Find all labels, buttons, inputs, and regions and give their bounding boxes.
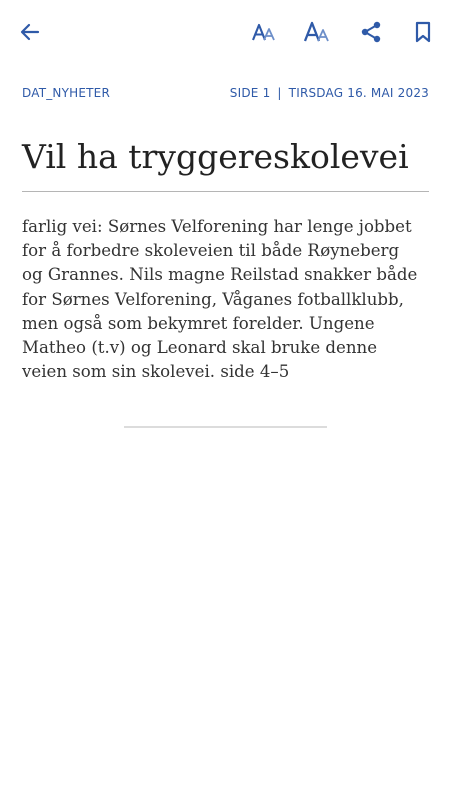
- body-line: veien som sin skolevei. side 4–5: [22, 362, 290, 382]
- meta-separator: |: [277, 86, 282, 100]
- share-icon: [359, 20, 383, 44]
- arrow-left-icon: [19, 21, 41, 43]
- top-toolbar: [0, 0, 450, 62]
- body-line: for Sørnes Velforening, Våganes fotballklubb,: [22, 289, 404, 309]
- body-line: og Grannes. Nils magne Reilstad snakker både: [22, 265, 418, 285]
- page-number: SIDE 1: [229, 86, 271, 100]
- article-title: Vil ha tryggereskolevei: [22, 137, 409, 176]
- body-line: Matheo (t.v) og Leonard skal bruke denne: [22, 338, 378, 358]
- share-button[interactable]: [353, 14, 389, 50]
- bookmark-icon: [413, 20, 433, 44]
- body-line: farlig vei: Sørnes Velforening har lenge jobbet: [22, 217, 412, 236]
- page-date-info: [230, 86, 429, 100]
- increase-text-size-button[interactable]: [300, 14, 336, 50]
- text-size-small-icon: [251, 21, 279, 43]
- article-meta: [22, 86, 429, 102]
- title-divider: [22, 191, 429, 192]
- decrease-text-size-button[interactable]: [247, 14, 283, 50]
- body-line: men også som bekymret forelder. Ungene: [22, 313, 375, 333]
- text-size-large-icon: [304, 21, 332, 43]
- publication-date: TIRSDAG 16. MAI 2023: [288, 86, 429, 100]
- back-button[interactable]: [12, 14, 48, 50]
- bookmark-button[interactable]: [405, 14, 441, 50]
- article-end-divider: [124, 426, 327, 428]
- body-line: for å forbedre skoleveien til både Røyneberg: [22, 241, 400, 261]
- article-body: [22, 215, 432, 384]
- section-label: DAT_NYHETER: [22, 86, 110, 100]
